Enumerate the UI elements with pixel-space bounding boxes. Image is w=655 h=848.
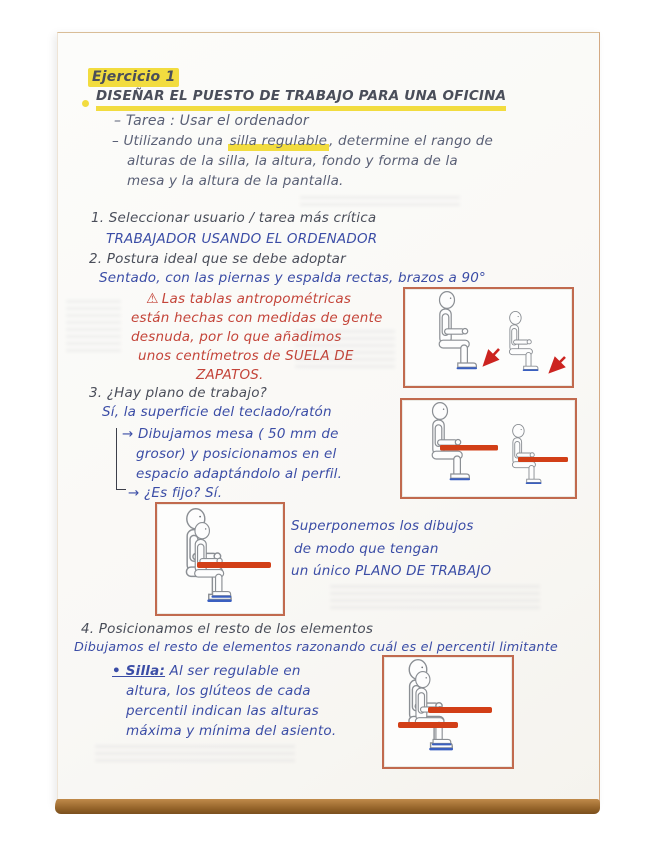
warning-triangle-icon: ⚠ <box>146 291 159 307</box>
arrow2-text: ¿Es fijo? Sí. <box>144 485 223 501</box>
desk-edge <box>55 799 600 814</box>
bleed-through-mark <box>300 196 460 206</box>
figure-superimposed-box <box>155 502 285 616</box>
superimpose-note-3: un único PLANO DE TRABAJO <box>291 563 492 579</box>
warning-line-3: desnuda, por lo que añadimos <box>131 329 342 345</box>
silla-text-1: Al ser regulable en <box>169 663 301 679</box>
warning-line-4: unos centímetros de SUELA DE <box>138 348 354 364</box>
superimpose-note-2: de modo que tengan <box>294 541 439 557</box>
silla-line-4: máxima y mínima del asiento. <box>126 723 337 739</box>
silla-line-3: percentil indican las alturas <box>126 703 319 719</box>
step2-heading: 2. Postura ideal que se debe adoptar <box>89 251 346 267</box>
step3-arrow1-line2: grosor) y posicionamos en el <box>136 446 337 462</box>
bleed-through-mark <box>95 745 295 763</box>
step3-arrow1-line3: espacio adaptándolo al perfil. <box>136 466 343 482</box>
bleed-through-mark <box>66 300 121 355</box>
silla-line-2: altura, los glúteos de cada <box>126 683 311 699</box>
figure-work-planes-box <box>400 398 577 499</box>
task-line: – Tarea : Usar el ordenador <box>114 113 309 129</box>
bleed-through-mark <box>295 330 395 370</box>
step4-body: Dibujamos el resto de elementos razonando cuál es el percentil limitante <box>74 640 558 655</box>
intro-highlight: silla regulable <box>229 133 328 149</box>
superimpose-note-1: Superponemos los dibujos <box>291 518 474 534</box>
seated-figures-shoe-sole-arrows-icon <box>405 289 572 386</box>
warning-line-5: ZAPATOS. <box>196 367 264 383</box>
step1-heading: 1. Seleccionar usuario / tarea más crítica <box>91 210 377 226</box>
superimposed-figures-single-work-plane-icon <box>157 504 283 614</box>
yellow-bullet-icon <box>82 100 89 107</box>
arrow-right-icon: → <box>128 485 140 501</box>
warning-text-1: Las tablas antropométricas <box>161 291 352 307</box>
exercise-label: Ejercicio 1 <box>88 68 179 87</box>
intro-line-1b: , determine el rango de <box>329 133 494 149</box>
step3-body: Sí, la superficie del teclado/ratón <box>102 404 332 420</box>
bleed-through-mark <box>330 585 540 611</box>
step4-heading: 4. Posicionamos el resto de los elementos <box>81 621 374 637</box>
arrow1-text-1: Dibujamos mesa ( 50 mm de <box>138 426 339 442</box>
step1-body: TRABAJADOR USANDO EL ORDENADOR <box>106 231 378 247</box>
intro-line-3: mesa y la altura de la pantalla. <box>127 173 344 189</box>
intro-line-1 <box>112 133 493 149</box>
figure-shoe-soles-box <box>403 287 574 388</box>
silla-label: • Silla: <box>112 663 166 679</box>
seated-figures-with-work-planes-icon <box>402 400 575 497</box>
arrow-right-icon: → <box>122 426 134 442</box>
step3-heading: 3. ¿Hay plano de trabajo? <box>89 385 268 401</box>
silla-line-1 <box>112 663 301 679</box>
step3-arrow-item-1 <box>122 426 339 442</box>
warning-line-1 <box>146 291 351 308</box>
intro-line-2: alturas de la silla, la altura, fondo y forma de la <box>127 153 458 169</box>
step2-body: Sentado, con las piernas y espalda rectas, brazos a 90° <box>99 270 486 286</box>
figure-seat-heights-box <box>382 655 514 769</box>
superimposed-figures-work-plane-and-seat-icon <box>384 657 512 767</box>
intro-line-1a: – Utilizando una <box>112 133 228 149</box>
warning-line-2: están hechas con medidas de gente <box>131 310 383 326</box>
page-title: DISEÑAR EL PUESTO DE TRABAJO PARA UNA OFICINA <box>96 88 506 111</box>
step3-arrow-item-2 <box>128 485 222 501</box>
